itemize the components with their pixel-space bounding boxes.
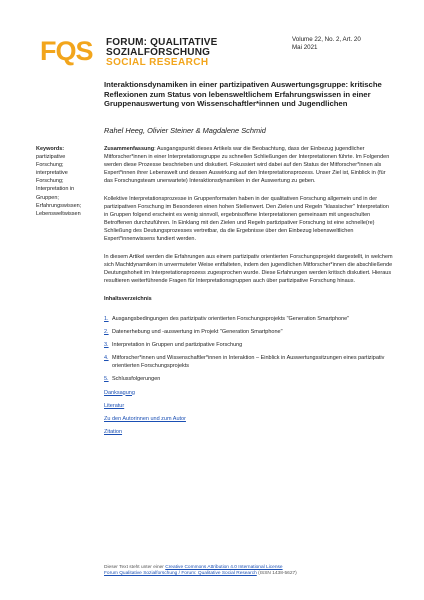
toc-item-text: Ausgangsbedingungen des partizipativ orientierten Forschungsprojekts "Generation Smartphone" bbox=[112, 316, 350, 322]
article-authors: Rahel Heeg, Olivier Steiner & Magdalene Schmid bbox=[104, 126, 266, 135]
issue-info bbox=[292, 36, 361, 52]
toc-item bbox=[104, 354, 394, 370]
toc-link-citation[interactable]: Zitation bbox=[104, 428, 123, 435]
journal-name-line3: SOCIAL RESEARCH bbox=[106, 57, 209, 68]
journal-header bbox=[40, 36, 390, 74]
toc-item bbox=[104, 328, 394, 336]
license-link[interactable]: Creative Commons Attribution 4.0 International License bbox=[165, 565, 283, 570]
journal-name-line1: FORUM: QUALITATIVE bbox=[106, 37, 218, 48]
toc-link-1[interactable]: 1. bbox=[104, 316, 109, 322]
toc-item-text: Schlussfolgerungen bbox=[112, 376, 161, 383]
abstract-label: Zusammenfassung bbox=[104, 146, 155, 152]
keyword-item: partizipative bbox=[36, 154, 66, 161]
journal-link[interactable]: Forum Qualitative Sozialforschung / Forum: Qualitative Social Research bbox=[104, 571, 257, 577]
keywords-sidebar bbox=[36, 145, 98, 218]
article-body bbox=[104, 145, 394, 441]
abstract-paragraph-2: Kollektive Interpretationsprozesse in Gruppenformaten haben in der qualitativen Forschung allgemein und in der partizipativen Forschung im Besonderen einen hohen Stellenwert. Den Zielen und Regeln "klassischer" Interpretation in Gruppen folgend erscheint es wenig sinnvoll, ergebnisoffene Interpretationen gemeinsam mit ungeschulten Betroffenen durchzuführen. In Einklang mit den Zielen und Regeln partizipativer Forschung ist eine schnelle(re) Schließung des Deutungsprozesses vertretbar, da die Ergebnisse über den Einbezug lebensweltlichen Expert*innenwissens fundiert werden. bbox=[104, 195, 389, 243]
toc-item-text: Interpretation in Gruppen und partizipative Forschung bbox=[112, 342, 243, 349]
keyword-item: Lebensweltwissen bbox=[36, 210, 81, 217]
license-prefix: Dieser Text steht unter einer bbox=[104, 565, 166, 570]
toc-link-acknowledgements[interactable]: Danksagung bbox=[104, 389, 135, 396]
abstract-text: : Ausgangspunkt dieses Artikels war die Beobachtung, dass der Einbezug jugendlicher Mitforscher*innen in einer Interpretationsgruppe zu schnellen Schließungen der Interpretationen führte. Im Folgenden werden diese Prozesse beschrieben und diskutiert. Fokussiert wird dabei auf den Status der Mitforscher*innen als Expert*innen ihrer Lebenswelt und dessen Auswirkung auf den Interpretationsprozess. Unser Ziel ist, Einblick in (für das Forschungsteam unerwartete) Interaktionsdynamiken in der Auswertung zu geben. bbox=[104, 146, 390, 185]
toc-item bbox=[104, 341, 394, 349]
volume-number: Volume 22, No. 2, Art. 20 bbox=[292, 36, 361, 43]
toc-item-text: Mitforscher*innen und Wissenschaftler*innen in Interaktion – Einblick in Auswertungssitzungen eines partizipativ orientierten Forschungsprojekts bbox=[112, 355, 385, 370]
keywords-label: Keywords: bbox=[36, 146, 65, 152]
keyword-item: Gruppen; bbox=[36, 194, 59, 201]
issn-text: (ISSN 1438-5627) bbox=[256, 571, 297, 577]
toc-heading: Inhaltsverzeichnis bbox=[104, 295, 152, 302]
toc-link-references[interactable]: Literatur bbox=[104, 402, 125, 409]
keyword-item: Forschung; bbox=[36, 178, 64, 185]
toc-link-2[interactable]: 2. bbox=[104, 329, 109, 336]
toc-link-authors[interactable]: Zu den Autorinnen und zum Autor bbox=[104, 415, 186, 422]
license-footer bbox=[104, 565, 404, 577]
keyword-item: interpretative bbox=[36, 170, 68, 177]
keyword-item: Erfahrungswissen; bbox=[36, 202, 82, 209]
fqs-logo: FQS bbox=[40, 36, 93, 66]
toc-link-4[interactable]: 4. bbox=[104, 355, 109, 362]
keyword-item: Forschung; bbox=[36, 162, 64, 169]
toc-link-3[interactable]: 3. bbox=[104, 342, 109, 349]
toc-item bbox=[104, 315, 394, 323]
toc-link-5[interactable]: 5. bbox=[104, 376, 109, 383]
journal-name bbox=[106, 38, 218, 68]
abstract-paragraph-3: In diesem Artikel werden die Erfahrungen aus einem partizipativ orientierten Forschungsprojekt dargestellt, in welchem sich Machtdynamiken in unvermuteter Weise entfalteten, indem den jugendlichen Mitforscher*innen die abschließende Deutungshoheit im Interpretationsprozess zugesprochen wurde. Diese Erfahrungen werden kritisch diskutiert. Hieraus resultieren weiterführende Fragen für Interpretationsgruppen auch über partizipative Forschung hinaus. bbox=[104, 254, 393, 285]
toc-item-text: Datenerhebung und -auswertung im Projekt "Generation Smartphone" bbox=[112, 329, 283, 336]
journal-name-line2: SOZIALFORSCHUNG bbox=[106, 47, 211, 58]
abstract-paragraph-1 bbox=[104, 145, 394, 185]
toc-item bbox=[104, 375, 394, 383]
article-title: Interaktionsdynamiken in einer partizipativen Auswertungsgruppe: kritische Reflexionen zum Status von lebensweltlichem Erfahrungswissen in einer Gruppenauswertung von Wissenschaftler*innen und Jugendlichen bbox=[104, 80, 382, 109]
keyword-item: Interpretation in bbox=[36, 186, 75, 193]
issue-date: Mai 2021 bbox=[292, 44, 318, 51]
